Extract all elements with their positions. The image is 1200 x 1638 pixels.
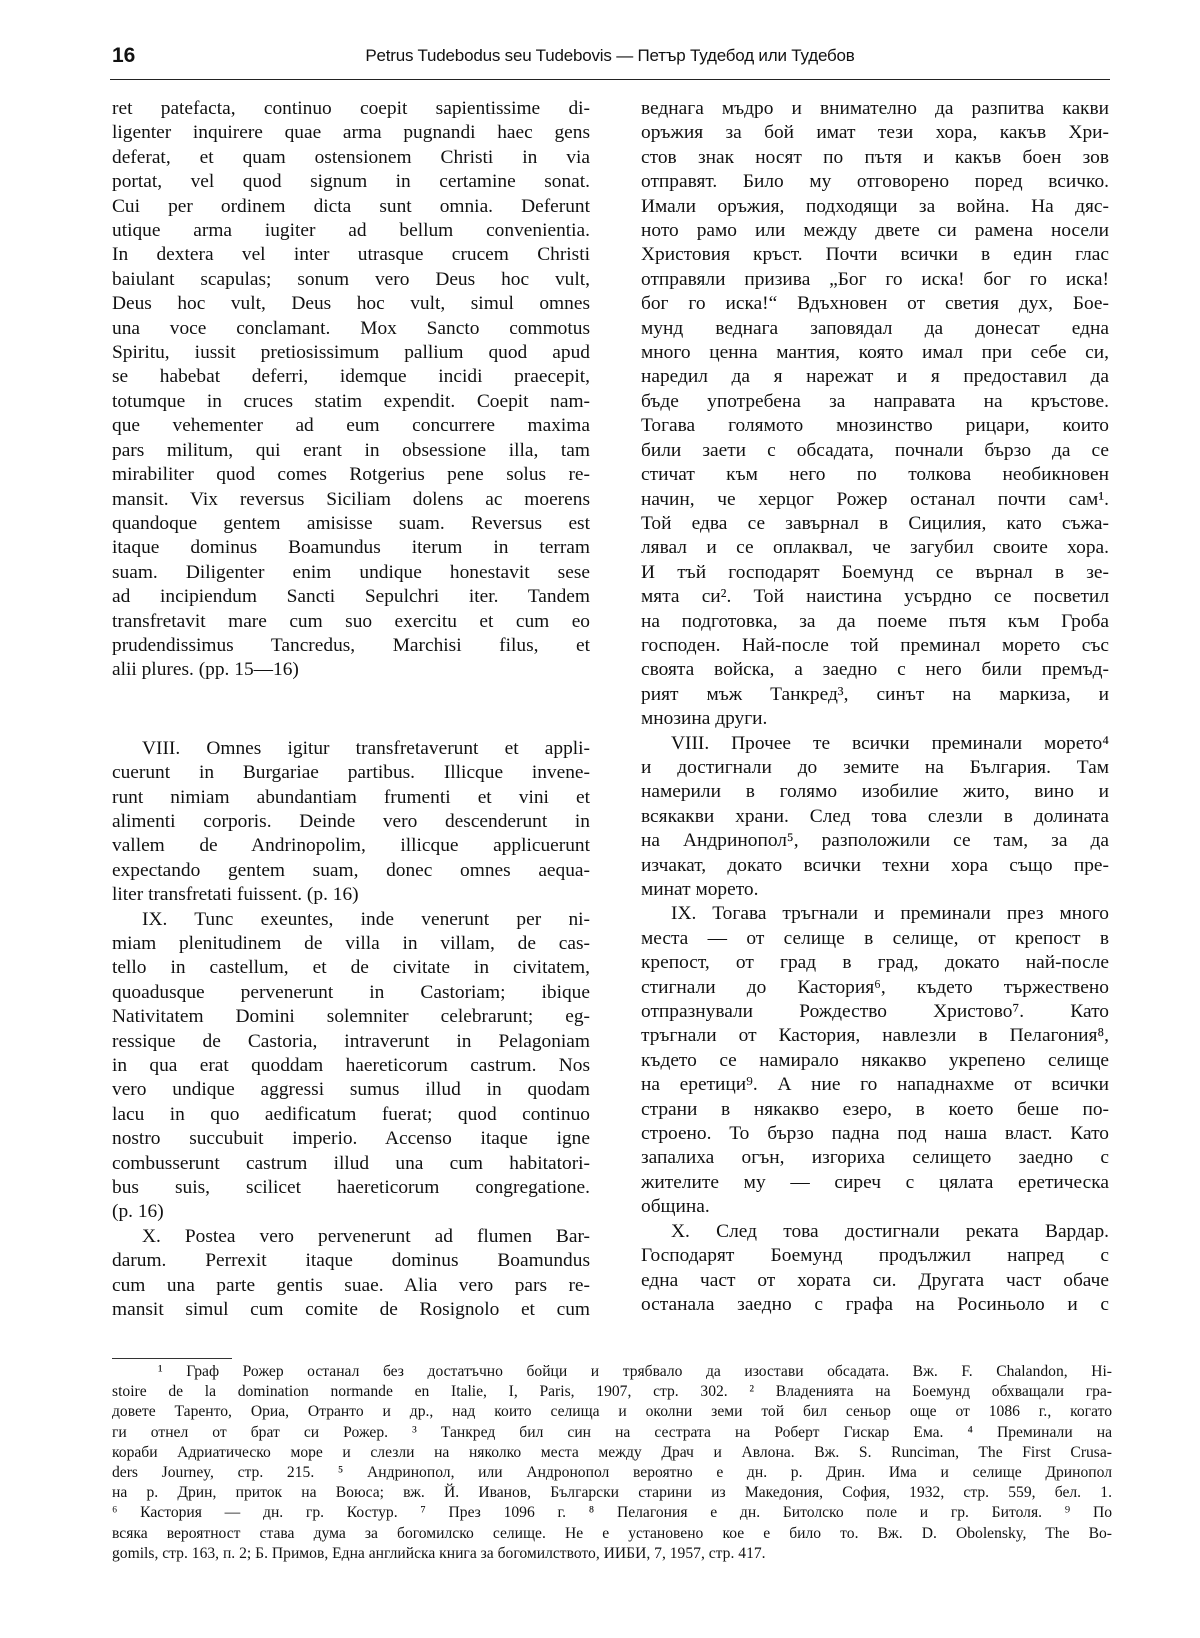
text-line: in qua erat quoddam haereticorum castrum. Nos [112,1055,590,1077]
text-line: мята си². Той наистина усърдно се посветил [641,586,1109,608]
bulgarian-paragraph-viii [641,732,1109,903]
text-line: miam plenitudinem de villa in villam, de cas- [112,933,590,954]
text-line: (p. 16) [112,1201,164,1223]
text-line: стов знак носят по пътя и какъв боен зов [641,146,1109,168]
text-line: que vehementer ad eum concurrere maxima [112,415,590,437]
text-line: Deus hoc vult, Deus hoc vult, simul omnes [112,293,590,315]
text-line: deferat, et quam ostensionem Christi in via [112,146,590,168]
text-line: веднага мъдро и внимателно да разпитва какви [641,98,1109,119]
text-line: крепост, от град в град, докато най-после [641,952,1109,974]
text-line: бог го иска!“ Вдъхновен от светия дух, Бое- [641,293,1109,315]
text-line: vero undique aggressi sumus illud in quodam [112,1079,590,1101]
text-line: където се намирало някакво укрепено селище [641,1049,1109,1071]
text-line: ligenter inquirere quae arma pugnandi haec gens [112,122,590,144]
page-number: 16 [112,44,136,67]
text-line: X. Postea vero pervenerunt ad flumen Bar- [142,1225,590,1247]
text-line: община. [641,1196,710,1218]
text-line: mansit. Vix reversus Siciliam dolens ac moerens [112,488,590,510]
text-line: cum una parte gentis suae. Alia vero pars re- [112,1274,590,1296]
text-line: Тогава голямото мнозинство рицари, които [641,415,1109,437]
text-line: своята войска, а заедно с него били премъд- [641,659,1109,681]
bulgarian-paragraph-ix [641,902,1109,1219]
text-line: отправяли призива „Бог го иска! бог го иска! [641,268,1109,290]
text-line: portat, vel quod signum in certamine sonat. [112,171,590,193]
bulgarian-paragraph-1 [641,97,1109,732]
text-line: utique arma iugiter ad bellum convenientia. [112,220,590,242]
text-line: лявал и се оплаквал, че загубил своите хора. [641,537,1109,559]
text-line: VIII. Omnes igitur transfretaverunt et appli- [142,737,590,759]
text-line: И тъй господарят Боемунд се върнал в зе- [641,561,1109,583]
text-line: мунд веднага заповядал да донесат една [641,317,1109,339]
header-rule [110,79,1110,80]
footnote-line: stoire de la domination normande en Italie, I, Paris, 1907, стр. 302. ² Владенията на Боемунд обхващали гра- [112,1383,1112,1401]
text-line: жителите му — сиреч с цялата еретическа [641,1171,1109,1193]
latin-paragraph-ix [112,908,590,1225]
latin-paragraph-1 [112,97,590,683]
latin-paragraph-viii [112,737,590,908]
footnote-line: кораби Адриатическо море и слезли на няколко места между Драч и Авлона. Вж. S. Runciman, The First Crusa- [112,1443,1112,1461]
text-line: nostro succubuit imperio. Accenso itaque igne [112,1128,590,1150]
text-line: господен. Най-после той преминал морето със [641,634,1109,656]
text-line: IX. Tunc exeuntes, inde venerunt per ni- [142,908,590,930]
text-line: liter transfretati fuissent. (p. 16) [112,884,359,906]
text-line: начин, че херцог Рожер останал почти сам¹. [641,488,1109,510]
text-line: VIII. Прочее те всички преминали морето⁴ [671,732,1109,754]
text-line: и достигнали до земите на България. Там [641,756,1109,778]
text-line: бъде употребена за направата на кръстове. [641,390,1109,412]
text-line: In dextera vel inter utrasque crucem Christi [112,244,590,266]
text-line: X. След това достигнали реката Вардар. [671,1220,1109,1242]
text-line: страни в някакво езеро, в което беше по- [641,1098,1109,1120]
text-line: Господарят Боемунд продължил напред с [641,1245,1109,1267]
footnote-line: всяка вероятност става дума за богомилско селище. Не е установено кое е било то. Вж. D. Obolensky, The Bo- [112,1524,1112,1542]
text-line: prudendissimus Tancredus, Marchisi filus, et [112,634,590,656]
text-line: itaque dominus Boamundus iterum in terram [112,537,590,559]
text-line: стичат към него по толкова необикновен [641,464,1109,486]
footnote-line: довете Таренто, Ориа, Отранто и др., над които селища и околни земи той бил сеньор още от 1086 г., когато [112,1403,1112,1421]
footnote-line: ги отнел от брат си Рожер. ³ Танкред бил син на сестрата на Роберт Гискар Ема. ⁴ Преминали на [112,1423,1112,1441]
footnotes [112,1362,1112,1564]
bulgarian-column [641,97,1109,1317]
footnote-line: ¹ Граф Рожер останал без достатъчно бойци и трябвало да изостави обсадата. Вж. F. Chalandon, Hi- [158,1363,1112,1380]
text-line: vallem de Andrinopolim, illicque applicuerunt [112,835,590,857]
text-line: darum. Perrexit itaque dominus Boamundus [112,1250,590,1272]
footnote-line: ders Journey, стр. 215. ⁵ Андринопол, или Андронопол вероятно е дн. р. Дрин. Има и селище Дринопол [112,1464,1112,1482]
text-line: ret patefacta, continuo coepit sapientissime di- [112,98,590,119]
text-line: combusserunt castrum illud una cum habitatori- [112,1152,590,1174]
footnote-rule [112,1358,232,1359]
text-line: минат морето. [641,879,759,900]
latin-column [112,97,590,1323]
text-line: quoadusque pervenerunt in Castoriam; ibique [112,981,590,1003]
text-line: bus suis, scilicet haereticorum congregatione. [112,1177,590,1199]
text-line: mirabiliter quod comes Rotgerius pene solus re- [112,464,590,486]
text-line: ad incipiendum Sancti Sepulchri iter. Tandem [112,586,590,608]
text-line: se habebat deferri, idemque incidi praecepit, [112,366,590,388]
text-line: pars militum, qui erant in obsessione illa, tam [112,439,590,461]
text-line: suam. Diligenter enim undique honestavit sese [112,561,590,583]
text-line: тръгнали от Кастория, навлезли в Пелагония⁸, [641,1025,1109,1047]
text-line: alii plures. (pp. 15—16) [112,659,299,681]
text-line: baiulant scapulas; sonum vero Deus hoc vult, [112,268,590,290]
text-line: Имали оръжия, подходящи за война. На дяс- [641,195,1109,217]
text-line: отпразнували Рождество Христово⁷. Като [641,1001,1109,1023]
text-line: наредил да я нарежат и я предоставил да [641,366,1109,388]
text-line: Spiritu, iussit pretiosissimum pallium quod apud [112,342,590,364]
text-line: останала заедно с графа на Росиньоло и с [641,1293,1109,1315]
text-line: на подготовка, за да поеме пътя към Гроба [641,610,1109,632]
text-line: mansit simul cum comite de Rosignolo et cum [112,1299,590,1321]
text-line: намерили в голямо изобилие жито, вино и [641,781,1109,803]
text-line: места — от селище в селище, от крепост в [641,927,1109,949]
text-line: Nativitatem Domini solemniter celebrarunt; eg- [112,1006,590,1028]
running-title: Petrus Tudebodus seu Tudebovis — Петър Тудебод или Тудебов [365,46,855,65]
text-line: били заети с обсадата, почнали бързо да се [641,439,1109,461]
text-line: строено. То бързо падна под наша власт. Като [641,1123,1109,1145]
text-line: всякакви храни. След това слезли в долината [641,805,1109,827]
text-line: ressique de Castoria, intraverunt in Pelagoniam [112,1030,590,1052]
text-line: отправят. Било му отговорено поред всичко. [641,171,1109,193]
text-line: totumque in cruces statim expendit. Coepit nam- [112,390,590,412]
text-line: quandoque gentem amisisse suam. Reversus est [112,512,590,534]
text-line: expectando gentem suam, donec omnes aequa- [112,859,590,881]
text-line: рият мъж Танкред³, синът на маркиза, и [641,683,1109,705]
text-line: много ценна мантия, която имал при себе си, [641,342,1109,364]
text-line: мнозина други. [641,708,768,730]
text-line: transfretavit mare cum suo exercitu et cum eo [112,610,590,632]
text-line: една част от хората си. Другата част обаче [641,1269,1109,1291]
footnote-line: на р. Дрин, приток на Воюса; вж. Й. Иванов, Български старини из Македония, София, 1932, стр. 559, бел. 1. [112,1484,1112,1502]
text-line: изчакат, докато всички техни хора също пре- [641,854,1109,876]
text-line: запалиха огън, изгориха селището заедно с [641,1147,1109,1169]
text-line: alimenti corporis. Deinde vero descenderunt in [112,810,590,832]
text-line: Той едва се завърнал в Сицилия, като съжа- [641,512,1109,534]
text-line: lacu in quo aedificatum fuerat; quod continuo [112,1103,590,1125]
text-line: стигнали до Кастория⁶, където тържествено [641,976,1109,998]
text-line: tello in castellum, et de civitate in civitatem, [112,957,590,979]
text-line: на еретици⁹. А ние го нападнахме от всички [641,1074,1109,1096]
footnote-line: gomils, стр. 163, п. 2; Б. Примов, Една английска книга за богомилството, ИИБИ, 7, 1957, стр. 417. [112,1544,766,1562]
text-line: una voce conclamant. Mox Sancto commotus [112,317,590,339]
latin-paragraph-x [112,1225,590,1323]
text-line: на Андринопол⁵, разположили се там, за да [641,830,1109,852]
text-line: ното рамо или между двете си рамена носели [641,220,1109,242]
text-line: Cui per ordinem dicta sunt omnia. Deferunt [112,195,590,217]
text-line: IX. Тогава тръгнали и преминали през много [671,903,1109,925]
bulgarian-paragraph-x [641,1220,1109,1318]
text-line: cuerunt in Burgariae partibus. Illicque invene- [112,762,590,784]
text-line: runt nimiam abundantiam frumenti et vini et [112,786,590,808]
text-line: Христовия кръст. Почти всички в един глас [641,244,1109,266]
footnote-line: ⁶ Кастория — дн. гр. Костур. ⁷ През 1096 г. ⁸ Пелагония е дн. Битолско поле и гр. Битоля. ⁹ По [112,1504,1112,1522]
page-header [110,44,1110,74]
text-line: оръжия за бой имат тези хора, какъв Хри- [641,122,1109,144]
